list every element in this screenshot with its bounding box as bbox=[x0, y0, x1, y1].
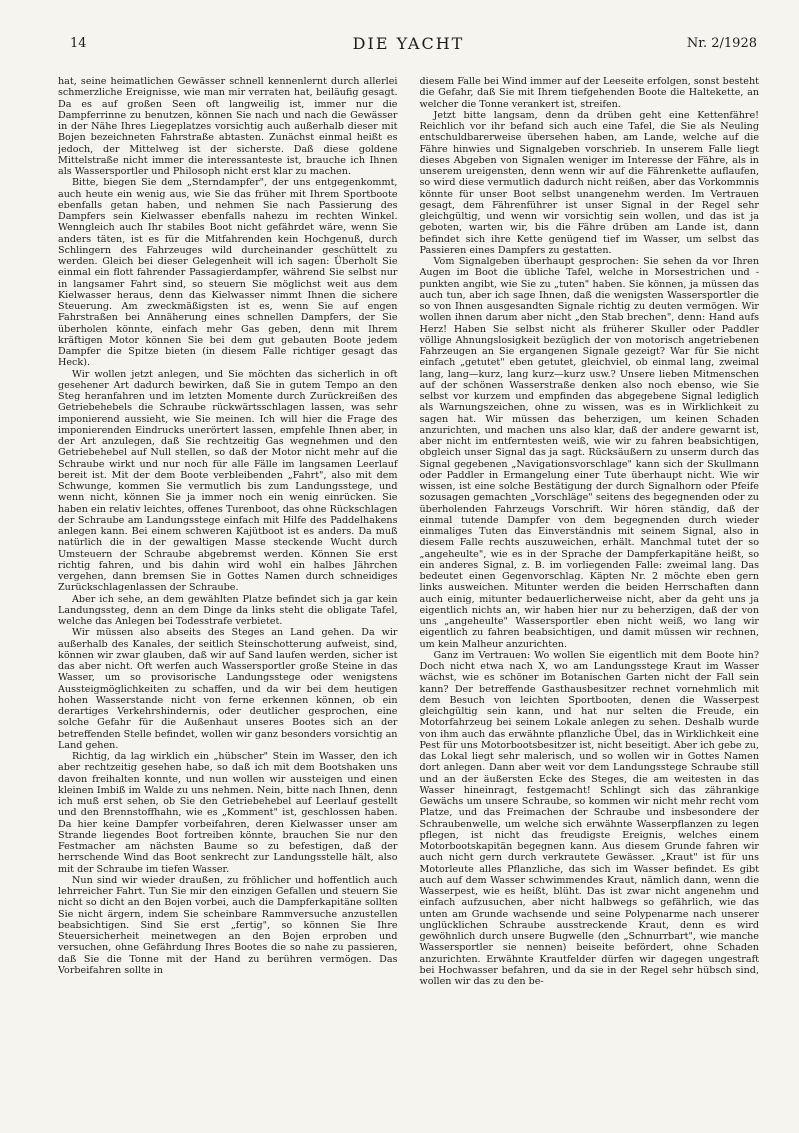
paragraph: Ganz im Vertrauen: Wo wollen Sie eigentlich mit dem Boote hin? Doch nicht etwa nach X, wo am Landungsstege Kraut im Wasser wächst, wie es schöner im Botanischen Garten nicht der Fall sein kann? Der betreffende Gasthausbesitzer rechnet vornehmlich mit dem Besuch von leichten Sportbooten, denen die Wasserpest gleichgültig sein kann, und hat nur selten die Freude, ein Motorfahrzeug bei seinem Lokale anlegen zu sehen. Deshalb wurde von ihm auch das erwähnte pflanzliche Übel, das in Wirklichkeit eine Pest für uns Motorbootsbesitzer ist, nicht beseitigt. Aber ich gebe zu, das Lokal liegt sehr malerisch, und so wollen wir in Gottes Namen dort anlegen. Dann aber weit vor dem Landungsstege Schraube still und an der äußersten Ecke des Steges, die am weitesten in das Wasser hineinragt, festgemacht! Schlingt sich das zährankige Gewächs um unsere Schraube, so kommen wir nicht mehr recht vom Platze, und das Freimachen der Schraube und insbesondere der Schraubenwelle, um welche sich erwähnte Wasserpflanzen zu legen pflegen, ist nicht das freudigste Ereignis, welches einem Motorbootskapitän begegnen kann. Aus diesem Grunde fahren wir auch nicht gern durch verkrautete Gewässer. „Kraut" ist für uns Motorleute alles Pflanzliche, das sich im Wasser befindet. Es gibt auch auf dem Wasser schwimmendes Kraut, nämlich dann, wenn die Wasserpest, wie es heißt, blüht. Das ist zwar nicht angenehm und einfach aufzusuchen, aber nicht halbwegs so gefährlich, wie das unten am Grunde wachsende und seine Polypenarme nach unserer unglücklichen Schraube ausstreckende Kraut, denn es wird gewöhnlich durch unsere Bugwelle (den „Schnurrbart", wie manche Wassersportler sie nennen) beiseite befördert, ohne Schaden anzurichten. Erwähnte Krautfelder dürfen wir dagegen ungestraft bei Hochwasser befahren, und da sie in der Regel sehr hübsch sind, wollen wir das zu den be- bbox=[419, 649, 759, 987]
paragraph: hat, seine heimatlichen Gewässer schnell kennenlernt durch allerlei schmerzliche Ereignisse, wie man mir verraten hat, beiläufig gesagt. Da es auf großen Seen oft langweilig ist, immer nur die Dampferrinne zu benutzen, können Sie nach und nach die Gewässer in der Nähe Ihres Liegeplatzes vorsichtig auch außerhalb dieser mit Bojen bezeichneten Fahrstraße abtasten. Zunächst einmal heißt es jedoch, der Mittelweg ist der sicherste. Daß diese goldene Mittelstraße nicht immer die interessanteste ist, brauche ich Ihnen als Wassersportler und Philosoph nicht erst klar zu machen. bbox=[58, 76, 398, 177]
page-number: 14 bbox=[70, 36, 87, 51]
paragraph: Jetzt bitte langsam, denn da drüben geht eine Kettenfähre! Reichlich vor ihr befand sich auch eine Tafel, die Sie als Neuling entschuldbarerweise übersehen haben, am Lande, welche auf die Fähre hinwies und Signalgeben vorschrieb. In unserem Falle liegt dieses Abgeben von Signalen weniger im Interesse der Fähre, als in unserem ureigensten, denn wenn wir auf die Fährenkette auflaufen, so wird diese vermutlich dadurch nicht reißen, aber das Vorkommnis könnte für unser Boot selbst unangenehm werden. Im Vertrauen gesagt, dem Fährenführer ist unser Signal in der Regel sehr gleichgültig, und wenn wir vorsichtig sein wollen, und das ist ja geboten, warten wir, bis die Fähre drüben am Lande ist, dann befindet sich ihre Kette genügend tief im Wasser, um selbst das Passieren eines Dampfers zu gestatten. bbox=[419, 109, 759, 256]
issue-label: Nr. 2/1928 bbox=[686, 36, 757, 51]
paragraph: Richtig, da lag wirklich ein „hübscher" Stein im Wasser, den ich aber rechtzeitig gesehen habe, so daß ich mit dem Bootshaken uns davon freihalten konnte, und nun wollen wir aussteigen und einen kleinen Imbiß im Walde zu uns nehmen. Nein, bitte nach Ihnen, denn ich muß erst sehen, ob Sie den Getriebehebel auf Leerlauf gestellt und den Brennstoffhahn, wie es „Komment" ist, geschlossen haben. Da hier keine Dampfer vorbeifahren, deren Kielwasser unser am Strande liegendes Boot fortreiben könnte, brauchen Sie nur den Festmacher am nächsten Baume so zu befestigen, daß der herrschende Wind das Boot senkrecht zur Landungsstelle hält, also mit der Schraube im tiefen Wasser. bbox=[58, 751, 398, 875]
right-column bbox=[420, 76, 760, 1121]
paragraph: Bitte, biegen Sie dem „Sterndampfer", der uns entgegenkommt, auch heute ein wenig aus, wie Sie das früher mit Ihrem Sportboote ebenfalls getan haben, und nehmen Sie nach Passierung des Dampfers sein Kielwasser ebenfalls nahezu im rechten Winkel. Wenngleich auch Ihr stabiles Boot nicht gefährdet wäre, wenn Sie anders täten, ist es für die Mitfahrenden kein Hochgenuß, durch Schlingern des Fahrzeuges wild durcheinander geschüttelt zu werden. Gleich bei dieser Gelegenheit will ich sagen: Überholt Sie einmal ein flott fahrender Passagierdampfer, während Sie selbst nur in langsamer Fahrt sind, so steuern Sie möglichst weit aus dem Kielwasser heraus, denn das Kielwasser nimmt Ihnen die sichere Steuerung. Am zweckmäßigsten ist es, wenn Sie auf engen Fahrstraßen bei Annäherung eines schnellen Dampfers, der Sie überholen könnte, einfach mehr Gas geben, denn mit Ihrem kräftigen Motor können Sie bei dem gut gebauten Boote jedem Dampfer die Spitze bieten (in diesem Falle richtiger gesagt das Heck). bbox=[58, 177, 398, 369]
paragraph: diesem Falle bei Wind immer auf der Leeseite erfolgen, sonst besteht die Gefahr, daß Sie mit Ihrem tiefgehenden Boote die Haltekette, an welcher die Tonne verankert ist, streifen. bbox=[419, 76, 759, 110]
paragraph: Vom Signalgeben überhaupt gesprochen: Sie sehen da vor Ihren Augen im Boot die übliche Tafel, welche in Morsestrichen und -punkten angibt, wie Sie zu „tuten" haben. Sie können, ja müssen das auch tun, aber ich sage Ihnen, daß die wenigsten Wassersportler die so von Ihnen ausgesandten Signale richtig zu deuten vermögen. Wir wollen ihnen darum aber nicht „den Stab brechen", denn: Hand aufs Herz! Haben Sie selbst nicht als früherer Skuller oder Paddler völlige Ahnungslosigkeit bezüglich der von motorisch angetriebenen Fahrzeugen an Sie ergangenen Signale gezeigt? War für Sie nicht einfach „getutet" eben getutet, gleichviel, ob einmal lang, zweimal lang, lang—kurz, lang kurz—kurz usw.? Unsere lieben Mitmenschen auf der schönen Wasserstraße denken also noch ebenso, wie Sie selbst vor kurzem und empfinden das abgegebene Signal lediglich als Warnungszeichen, ohne zu wissen, was es in Wirklichkeit zu sagen hat. Wir müssen das beherzigen, um keinen Schaden anzurichten, und machen uns also klar, daß der andere gewarnt ist, aber nicht im entferntesten weiß, wie wir zu fahren beabsichtigen, obgleich unser Signal das ja sagt. Rücksäußern zu unserm durch das Signal gegebenen „Navigationsvorschlage" kann sich der Skullmann oder Paddler in Ermangelung einer Tute überhaupt nicht. Wie wir wissen, ist eine solche Bestätigung der durch Signalhorn oder Pfeife sozusagen gemachten „Vorschläge" seitens des begegnenden oder zu überholenden Fahrzeugs Vorschrift. Wir hören ständig, daß der einmal tutende Dampfer von dem begegnenden durch wieder einmaliges Tuten das Einverständnis mit seinem Signal, also in diesem Falle rechts auszuweichen, erhält. Manchmal tutet der so „angeheulte", wie es in der Sprache der Dampferkapitäne heißt, so ein anderes Signal, z. B. im vorliegenden Falle: zweimal lang. Das bedeutet einen Gegenvorschlag. Käpten Nr. 2 möchte eben gern links ausweichen. Mitunter werden die beiden Herrschaften dann auch einig, mitunter bedauerlicherweise nicht, aber da geht uns ja eigentlich nichts an, wir haben hier nur zu beherzigen, daß der von uns „angeheulte" Wassersportler eben nicht weiß, wo lang wir eigentlich zu fahren beabsichtigen, und damit müssen wir rechnen, um kein Malheur anzurichten. bbox=[419, 256, 759, 650]
paragraph: Nun sind wir wieder draußen, zu fröhlicher und hoffentlich auch lehrreicher Fahrt. Tun Sie mir den einzigen Gefallen und steuern Sie nicht so dicht an den Bojen vorbei, auch die Dampferkapitäne sollten Sie nicht ärgern, indem Sie scheinbare Rammversuche anzustellen beabsichtigen. Sind Sie erst „fertig", so können Sie Ihre Steuersicherheit meinetwegen an den Bojen erproben und versuchen, ohne Gefährdung Ihres Bootes die so nahe zu passieren, daß Sie die Tonne mit der Hand zu berühren vermögen. Das Vorbeifahren sollte in bbox=[58, 874, 398, 976]
left-column bbox=[58, 76, 398, 1121]
paragraph: Wir wollen jetzt anlegen, und Sie möchten das sicherlich in oft gesehener Art dadurch bewirken, daß Sie in gutem Tempo an den Steg heranfahren und im letzten Momente durch Zurückreißen des Getriebehebels die Schraube rückwärtsschlagen lassen, was sehr imponierend aussieht, wie Sie meinen. Ich will hier die Frage des imponierenden Eindrucks unerörtert lassen, empfehle Ihnen aber, in der Art anzulegen, daß Sie rechtzeitig Gas wegnehmen und den Getriebehebel auf Null stellen, so daß der Motor nicht mehr auf die Schraube wirkt und nur noch für alle Fälle im langsamen Leerlauf bereit ist. Mit der dem Boote verbleibenden „Fahrt", also mit dem Schwunge, kommen Sie vermutlich bis zum Landungsstege, und wenn nicht, können Sie ja immer noch ein wenig einrücken. Sie haben ein relativ leichtes, offenes Turenboot, das ohne Rückschlagen der Schraube am Landungsstege einfach mit Hilfe des Paddelhakens anlegen kann. Bei einem schweren Kajütboot ist es anders. Da muß natürlich die in der gewaltigen Masse steckende Wucht durch Umsteuern der Schraube abgebremst werden. Können Sie erst richtig fahren, und bis dahin wird wohl ein halbes Jährchen vergehen, dann bremsen Sie in Gottes Namen durch schneidiges Zurückschlagenlassen der Schraube. bbox=[58, 368, 398, 594]
paragraph: Wir müssen also abseits des Steges an Land gehen. Da wir außerhalb des Kanales, der seitlich Steinschotterung aufweist, sind, können wir zwar glauben, daß wir auf Sand laufen werden, sicher ist das aber nicht. Oft werfen auch Wassersportler große Steine in das Wasser, um so provisorische Landungsstege oder wenigstens Aussteigmöglichkeiten zu schaffen, und da wir bei dem heutigen hohen Wasserstande nicht von ferne erkennen können, ob ein derartiges Verkehrshindernis, oder deutlicher gesprochen, eine solche Gefahr für die Außenhaut unseres Bootes sich an der betreffenden Stelle befindet, wollen wir ganz besonders vorsichtig an Land gehen. bbox=[58, 627, 398, 751]
paragraph: Aber ich sehe, an dem gewählten Platze befindet sich ja gar kein Landungssteg, denn an dem Dinge da links steht die obligate Tafel, welche das Anlegen bei Todesstrafe verbietet. bbox=[58, 593, 398, 627]
text-columns bbox=[58, 76, 759, 1121]
running-title: DIE YACHT bbox=[352, 34, 465, 53]
page-header bbox=[58, 36, 759, 58]
